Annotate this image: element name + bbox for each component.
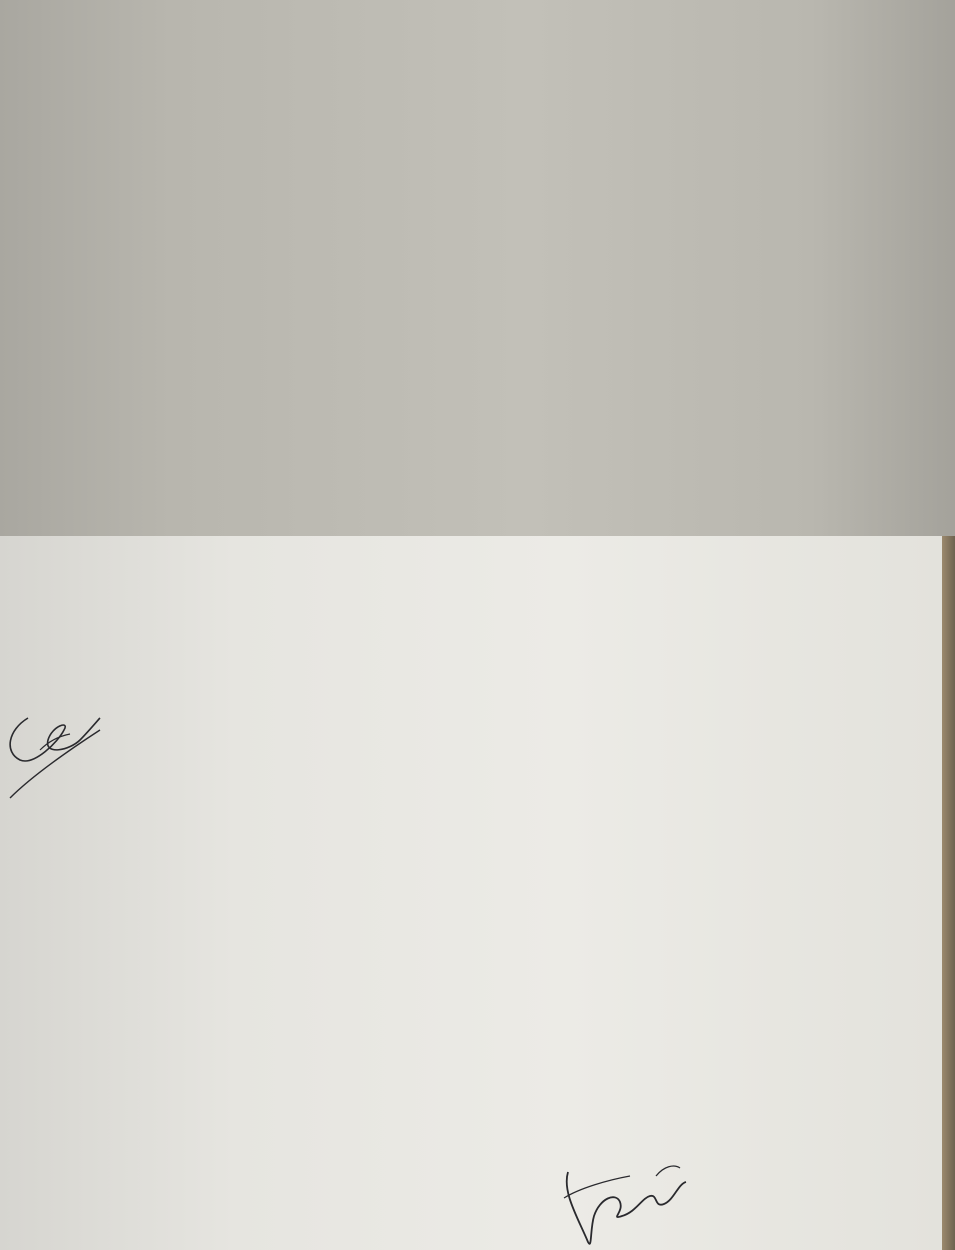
bottom-signature [560, 1158, 700, 1250]
margin-signature [0, 700, 110, 810]
book-edge [942, 536, 955, 1250]
top-register-page [0, 0, 955, 536]
bottom-register-page [0, 536, 942, 1250]
